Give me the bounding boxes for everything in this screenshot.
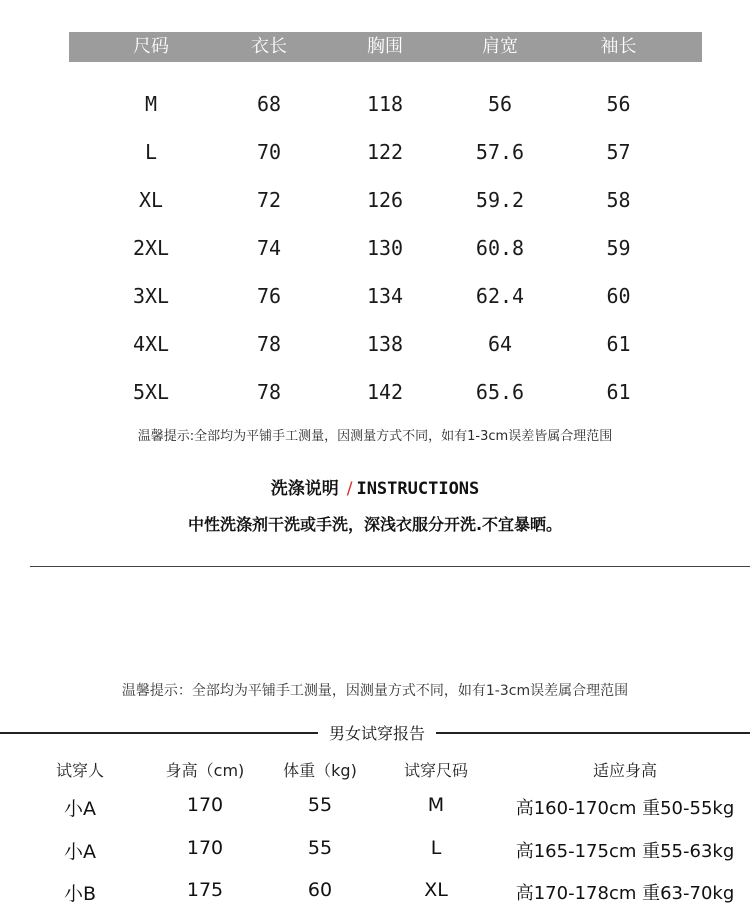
cell-chest: 126 [366, 188, 404, 212]
header-length: 衣长 [251, 36, 287, 57]
table-row [69, 272, 702, 320]
cell-size: 2XL [132, 236, 170, 260]
wash-instructions-text: 中性洗涤剂干洗或手洗，深浅衣服分开洗.不宜暴晒。 [187, 515, 563, 534]
measurement-tip: 温馨提示:全部均为平铺手工测量，因测量方式不同，如有1-3cm误差皆属合理范围 [137, 429, 613, 444]
cell-try-size: XL [424, 879, 448, 901]
header-chest: 胸围 [367, 36, 403, 57]
cell-size: 5XL [132, 380, 170, 404]
table-row [69, 80, 702, 128]
header-height: 身高（cm) [165, 761, 245, 780]
report-title: 男女试穿报告 [328, 724, 425, 743]
cell-shoulder: 64 [487, 332, 513, 356]
cell-length: 72 [256, 188, 282, 212]
cell-sleeve: 57 [606, 140, 631, 164]
table-row [69, 176, 702, 224]
cell-try-size: L [430, 837, 442, 859]
cell-height: 175 [186, 879, 224, 901]
header-try-size: 试穿尺码 [403, 761, 468, 780]
report-title-line-right [436, 732, 750, 734]
size-chart-body [69, 80, 702, 416]
cell-tester: 小B [63, 883, 97, 905]
cell-sleeve: 61 [606, 332, 631, 356]
wash-instructions-title [0, 474, 750, 499]
cell-size: M [144, 92, 158, 116]
cell-height: 170 [186, 794, 224, 816]
header-size: 尺码 [133, 36, 169, 57]
report-title-line-left [0, 732, 318, 734]
cell-size: XL [138, 188, 164, 212]
cell-length: 78 [256, 332, 282, 356]
table-row [69, 368, 702, 416]
title-slash: / [346, 479, 353, 499]
cell-length: 78 [256, 380, 282, 404]
cell-chest: 122 [366, 140, 404, 164]
cell-size: 3XL [132, 284, 170, 308]
size-chart-header [69, 32, 702, 62]
cell-length: 68 [256, 92, 282, 116]
wash-title-en: INSTRUCTIONS [356, 479, 480, 499]
table-row [69, 128, 702, 176]
cell-shoulder: 57.6 [475, 140, 525, 164]
header-shoulder: 肩宽 [482, 36, 518, 57]
header-fit-range: 适应身高 [592, 761, 657, 780]
cell-fit-range: 高165-175cm 重55-63kg [515, 841, 735, 862]
cell-length: 74 [256, 236, 282, 260]
cell-sleeve: 61 [606, 380, 631, 404]
cell-shoulder: 59.2 [475, 188, 525, 212]
header-sleeve: 袖长 [600, 36, 637, 57]
cell-shoulder: 56 [487, 92, 513, 116]
cell-weight: 60 [307, 879, 333, 901]
cell-sleeve: 58 [606, 188, 631, 212]
cell-chest: 118 [366, 92, 404, 116]
cell-weight: 55 [307, 794, 333, 816]
header-tester: 试穿人 [55, 761, 104, 780]
cell-tester: 小A [64, 798, 96, 820]
cell-size: 4XL [132, 332, 170, 356]
cell-chest: 130 [366, 236, 404, 260]
cell-fit-range: 高170-178cm 重63-70kg [515, 883, 735, 904]
cell-shoulder: 65.6 [475, 380, 525, 404]
cell-height: 170 [186, 837, 224, 859]
cell-size: L [144, 140, 158, 164]
cell-weight: 55 [307, 837, 333, 859]
header-weight: 体重（kg) [283, 761, 357, 780]
table-row [69, 320, 702, 368]
cell-shoulder: 60.8 [475, 236, 525, 260]
cell-sleeve: 56 [606, 92, 631, 116]
cell-chest: 138 [366, 332, 404, 356]
cell-chest: 142 [366, 380, 404, 404]
measurement-tip-2: 温馨提示：全部均为平铺手工测量，因测量方式不同，如有1-3cm误差属合理范围 [121, 683, 629, 699]
cell-chest: 134 [366, 284, 404, 308]
table-row [69, 224, 702, 272]
cell-sleeve: 60 [606, 284, 631, 308]
cell-fit-range: 高160-170cm 重50-55kg [515, 798, 735, 819]
cell-length: 76 [256, 284, 282, 308]
cell-sleeve: 59 [606, 236, 631, 260]
cell-try-size: M [427, 794, 445, 816]
wash-title-cn: 洗涤说明 [270, 479, 339, 499]
cell-length: 70 [256, 140, 282, 164]
section-divider [30, 566, 750, 567]
cell-shoulder: 62.4 [475, 284, 525, 308]
cell-tester: 小A [64, 841, 96, 863]
